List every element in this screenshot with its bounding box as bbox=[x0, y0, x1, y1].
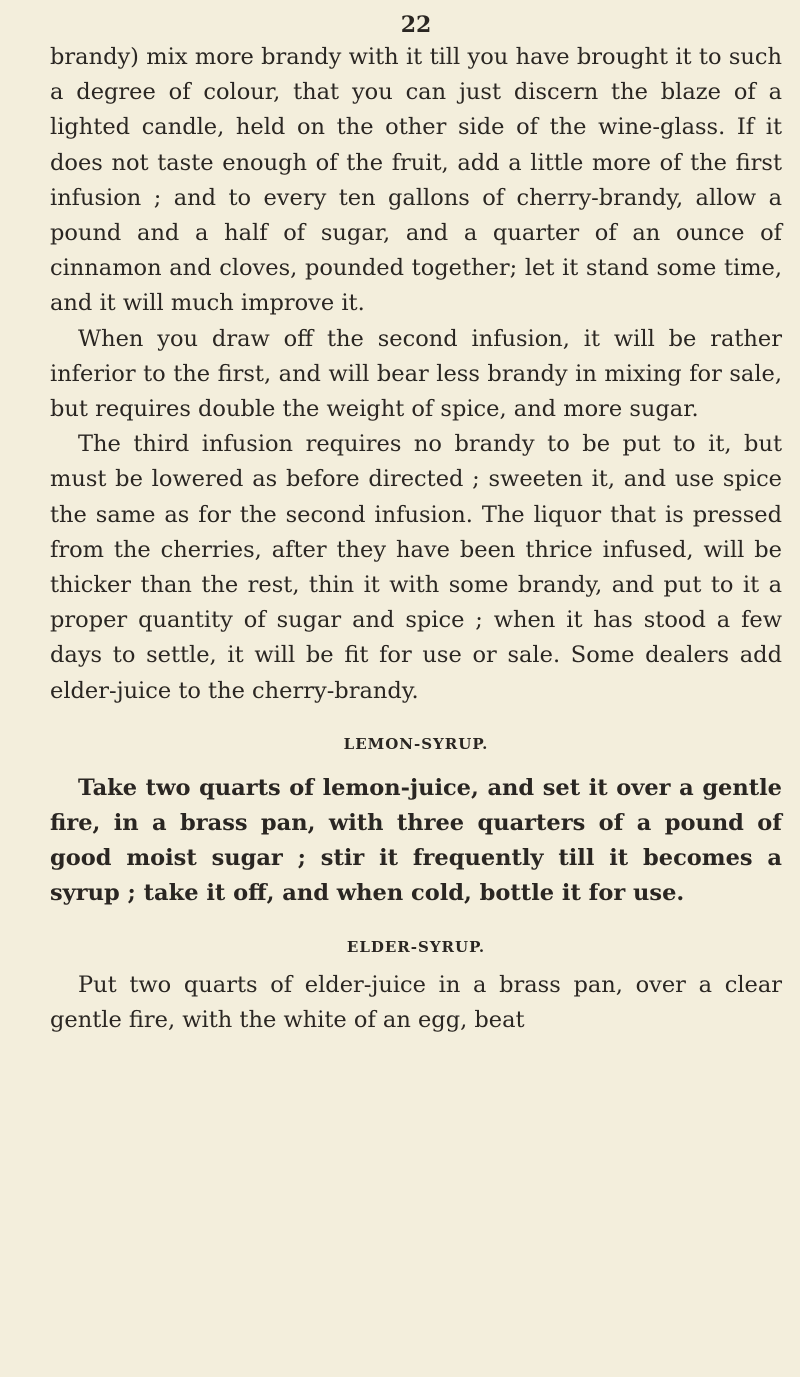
elder-syrup-heading: ELDER-SYRUP. bbox=[346, 937, 486, 956]
lemon-syrup-recipe: Take two quarts of lemon-juice, and set it over a gentle fire, in a brass pan, with three quarters of a pound of good moist sugar ; stir it frequently till it becomes a syrup ; take it off, and when cold, bottle it for use. bbox=[50, 774, 782, 907]
page-number: 22 bbox=[400, 12, 432, 38]
elder-syrup-recipe: Put two quarts of elder-juice in a brass pan, over a clear gentle fire, with the white of an egg, beat bbox=[50, 971, 782, 1033]
lemon-syrup-heading: LEMON-SYRUP. bbox=[343, 734, 489, 753]
paragraph-third-infusion: The third infusion requires no brandy to be put to it, but must be lowered as before directed ; sweeten it, and use spice the same as for the second infusion. The liquor that is pressed from the cherries, after they have been thrice infused, will be thicker than the rest, thin it with some brandy, and put to it a proper quantity of sugar and spice ; when it has stood a few days to settle, it will be fit for use or sale. Some dealers add elder-juice to the cherry-brandy. bbox=[50, 431, 782, 704]
paragraph-second-infusion: When you draw off the second infusion, it will be rather inferior to the first, and will bear less brandy in mixing for sale, but requires double the weight of spice, and more sugar. bbox=[50, 325, 782, 423]
paragraph-cherry-brandy-continued: brandy) mix more brandy with it till you have brought it to such a degree of colour, that you can just discern the blaze of a lighted candle, held on the other side of the wine-glass. If it does not taste enough of the fruit, add a little more of the first infusion ; and to every ten gallons of cherry-brandy, allow a pound and a half of sugar, and a quarter of an ounce of cinnamon and cloves, pounded together; let it stand some time, and it will much improve it. bbox=[50, 44, 782, 317]
